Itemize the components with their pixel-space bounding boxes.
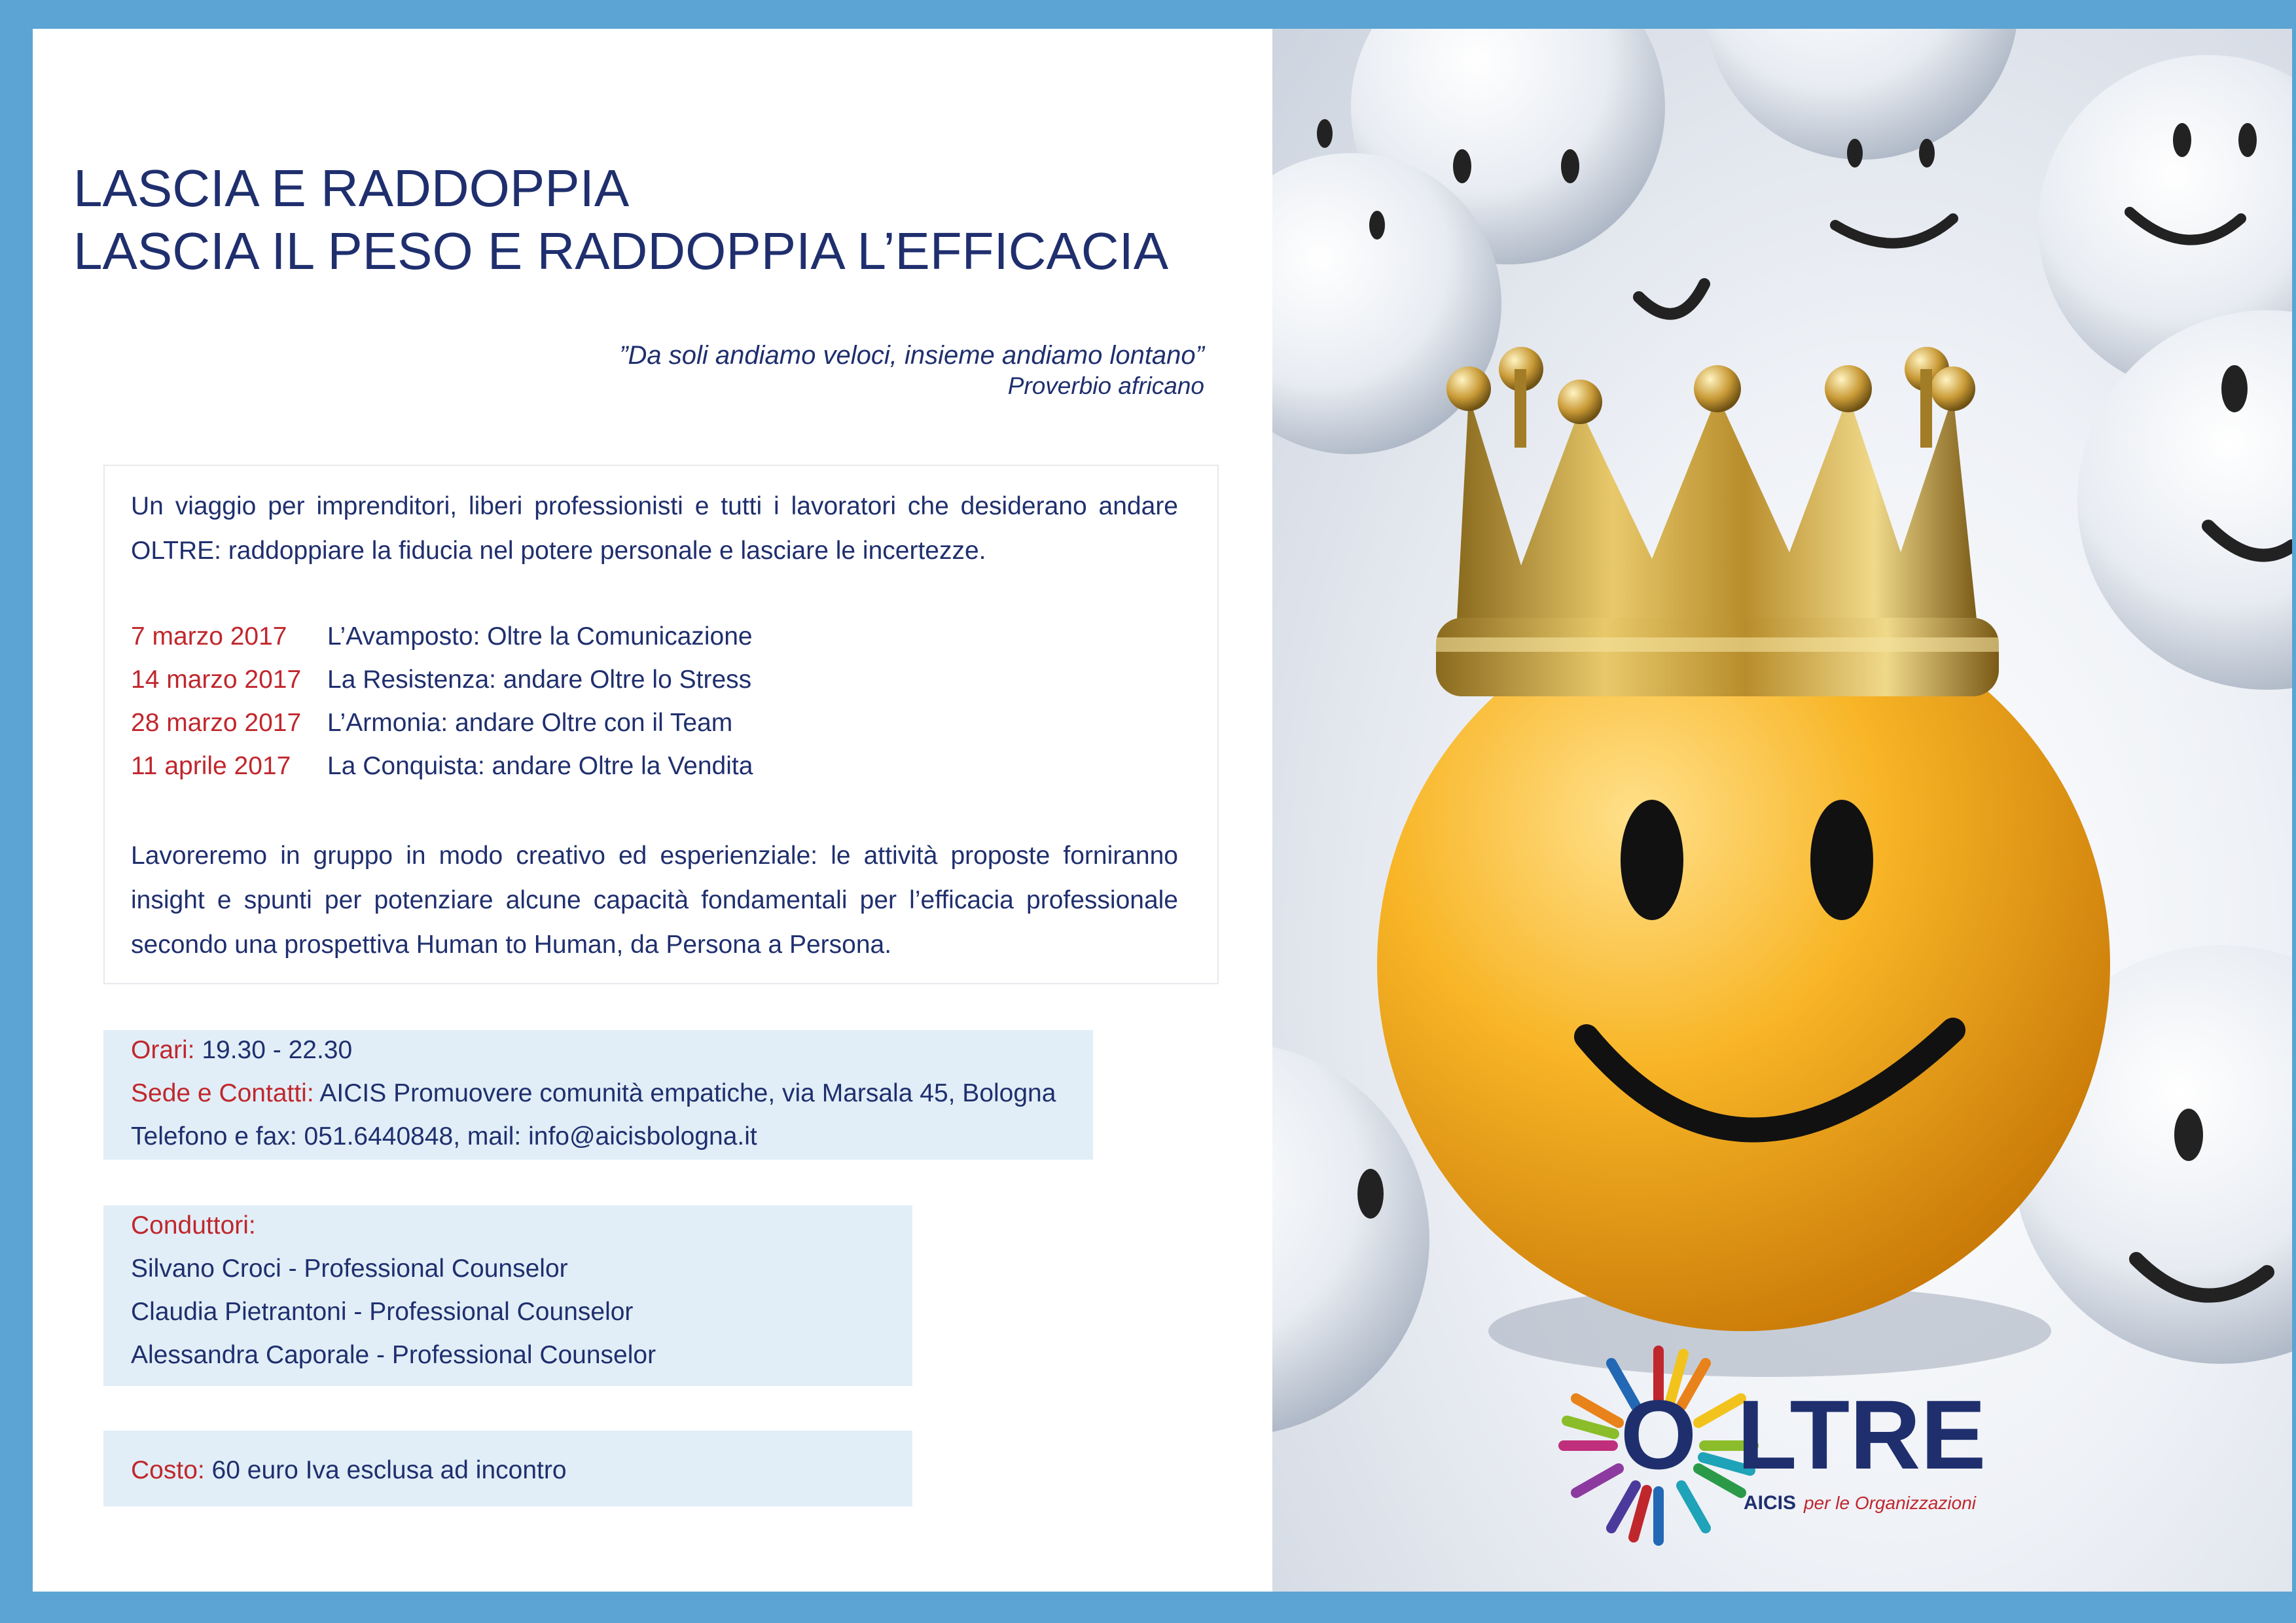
hours-label: Orari: [131, 1036, 195, 1064]
title-line-2: LASCIA IL PESO E RADDOPPIA L’EFFICACIA [73, 222, 1169, 280]
venue-line [131, 1072, 1056, 1115]
quote-source: Proverbio africano [1007, 372, 1204, 399]
schedule-title: La Resistenza: andare Oltre lo Stress [327, 666, 752, 694]
cost-line [131, 1449, 567, 1492]
oltre-burst-icon [1554, 1338, 2045, 1554]
schedule-date: 14 marzo 2017 [131, 666, 302, 694]
intro-paragraph: Un viaggio per imprenditori, liberi professionisti e tutti i lavoratori che desiderano andare OLTRE: raddoppiare la fiducia nel potere personale e lasciare le incertezze. [131, 492, 1178, 565]
schedule-title: La Conquista: andare Oltre la Vendita [327, 752, 753, 780]
schedule-date: 11 aprile 2017 [131, 752, 291, 780]
conductor-item: Silvano Croci - Professional Counselor [131, 1255, 568, 1283]
right-frame-bar [2292, 0, 2296, 1623]
quote-text: ”Da soli andiamo veloci, insieme andiamo lontano” [619, 341, 1204, 370]
logo-letter-o: O [1620, 1380, 1697, 1489]
schedule-item [131, 615, 753, 658]
oltre-logo [1554, 1338, 2045, 1554]
conductor-item: Claudia Pietrantoni - Professional Counselor [131, 1298, 634, 1326]
schedule-item [131, 745, 753, 788]
venue-value: AICIS Promuovere comunità empatiche, via Marsala 45, Bologna [314, 1079, 1056, 1107]
schedule-title: L’Armonia: andare Oltre con il Team [327, 709, 733, 737]
logo-word: LTRE [1737, 1380, 1986, 1489]
bottom-frame-bar [0, 1592, 2296, 1623]
cost-label: Costo: [131, 1456, 205, 1484]
schedule-list [131, 615, 753, 788]
crown-icon [1436, 347, 1999, 696]
logo-tagline: per le Organizzazioni [1804, 1493, 1977, 1513]
top-frame-bar [0, 0, 2296, 29]
hours-line [131, 1029, 352, 1072]
closing-paragraph: Lavoreremo in gruppo in modo creativo ed esperienziale: le attività proposte forniranno insight e spunti per potenziare alcune capacità fondamentali per l’efficacia professionale secondo una prospettiva Human to Human, da Persona a Persona. [131, 842, 1178, 959]
page-title [73, 157, 1168, 283]
schedule-date: 7 marzo 2017 [131, 622, 287, 651]
schedule-item [131, 702, 753, 745]
left-frame-bar [0, 0, 33, 1623]
conductors-label: Conduttori: [131, 1211, 256, 1240]
yellow-smiley [1377, 598, 2110, 1331]
schedule-item [131, 658, 753, 702]
venue-label: Sede e Contatti: [131, 1079, 314, 1107]
title-line-1: LASCIA E RADDOPPIA [73, 159, 630, 217]
hours-value: 19.30 - 22.30 [194, 1036, 353, 1064]
cost-value: 60 euro Iva esclusa ad incontro [204, 1456, 567, 1484]
conductor-item: Alessandra Caporale - Professional Counselor [131, 1341, 656, 1369]
schedule-date: 28 marzo 2017 [131, 709, 302, 737]
schedule-title: L’Avamposto: Oltre la Comunicazione [327, 622, 753, 651]
logo-org: AICIS [1744, 1492, 1797, 1514]
phone-line: Telefono e fax: 051.6440848, mail: info@aicisbologna.it [131, 1122, 757, 1150]
